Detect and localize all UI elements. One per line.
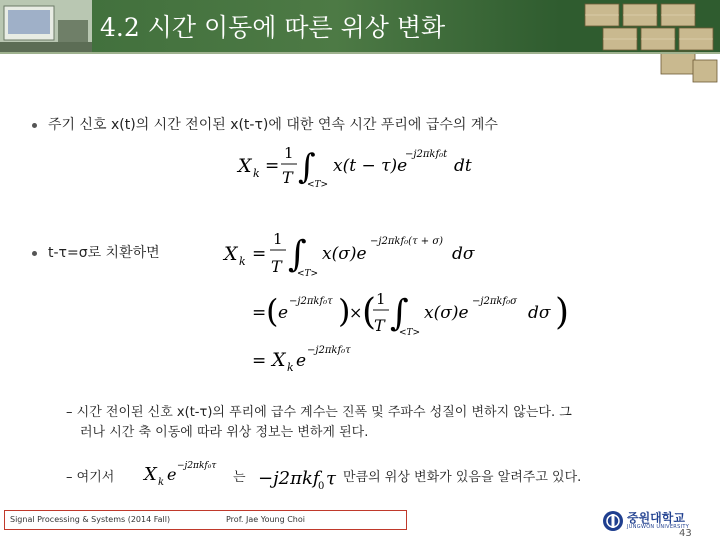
footer-course: Signal Processing & Systems (2014 Fall) [10, 515, 171, 524]
equation-1 [232, 140, 492, 190]
note-1-line-1: – 시간 전이된 신호 x(t-τ)의 푸리에 급수 계수는 진폭 및 주파수 성질이 변하지 않는다. 그 [66, 405, 572, 420]
svg-text:=: = [252, 351, 267, 371]
svg-text:−j2πkf₀(τ + σ): −j2πkf₀(τ + σ) [370, 236, 444, 247]
bullet-text-2: t-τ=σ로 치환하면 [48, 245, 160, 261]
svg-text:e: e [167, 465, 177, 484]
svg-text:1: 1 [273, 230, 283, 248]
svg-text:X: X [144, 464, 157, 485]
equation-2 [218, 222, 518, 282]
svg-text:T: T [271, 257, 282, 276]
svg-text:X: X [224, 243, 238, 265]
note-2-math-a [140, 455, 230, 491]
svg-text:−j2πkf₀σ: −j2πkf₀σ [472, 296, 518, 307]
svg-text:(: ( [266, 292, 279, 330]
svg-text:∫: ∫ [288, 234, 307, 275]
equation-3 [248, 280, 568, 340]
svg-text:dσ: dσ [452, 244, 475, 264]
title-divider [0, 52, 720, 54]
svg-text:e: e [278, 303, 289, 323]
svg-text:−j2πkf₀t: −j2πkf₀t [405, 149, 448, 160]
svg-text:<T>: <T> [297, 269, 319, 279]
svg-text:k: k [158, 477, 165, 488]
svg-text:k: k [239, 255, 246, 268]
university-name-ko: 중원대학교 [627, 511, 685, 525]
header-photo [0, 0, 92, 52]
svg-text:k: k [253, 167, 260, 180]
svg-text:): ) [555, 292, 568, 333]
svg-text:X: X [272, 349, 286, 371]
svg-text:τ: τ [326, 468, 336, 489]
svg-text:0: 0 [318, 481, 325, 492]
svg-text:×: × [349, 303, 363, 322]
svg-text:=: = [265, 156, 280, 176]
svg-text:(: ( [362, 292, 377, 333]
svg-text:x(t − τ)e: x(t − τ)e [333, 156, 408, 176]
svg-text:): ) [338, 292, 351, 330]
svg-text:=: = [252, 303, 267, 323]
page-title: 4.2 시간 이동에 따른 위상 변화 [100, 13, 446, 42]
bullet-text-1: 주기 신호 x(t)의 시간 전이된 x(t-τ)에 대한 연속 시간 푸리에 급수의 계수 [48, 117, 498, 133]
note-2-mid: 는 [233, 470, 246, 485]
svg-text:T: T [282, 168, 293, 187]
svg-text:−j2πkf₀τ: −j2πkf₀τ [177, 461, 217, 471]
page-number: 43 [679, 528, 692, 539]
svg-text:−j2πkf₀τ: −j2πkf₀τ [289, 296, 333, 307]
note-2-math-b [256, 460, 338, 494]
svg-text:−j2πkf₀τ: −j2πkf₀τ [307, 345, 351, 356]
svg-text:<T>: <T> [399, 328, 421, 338]
university-name-en: JUNGWON UNIVERSITY [627, 524, 690, 530]
svg-text:=: = [252, 244, 267, 264]
svg-text:X: X [238, 155, 252, 177]
svg-text:e: e [296, 351, 307, 371]
bullet-dot [32, 123, 37, 128]
note-2-prefix: – 여기서 [66, 470, 115, 485]
note-1-line-2: 러나 시간 축 이동에 따라 위상 정보는 변하게 된다. [80, 425, 369, 440]
bullet-dot [32, 251, 37, 256]
university-emblem-icon [602, 510, 624, 532]
svg-text:1: 1 [284, 144, 294, 162]
svg-text:∫: ∫ [390, 293, 409, 334]
equation-4 [248, 340, 448, 380]
header-decoration [565, 0, 720, 88]
svg-text:dσ: dσ [528, 303, 551, 323]
svg-text:x(σ)e: x(σ)e [322, 244, 367, 264]
svg-text:1: 1 [376, 290, 386, 308]
svg-text:<T>: <T> [307, 180, 329, 190]
svg-text:−j2πkf: −j2πkf [258, 468, 320, 489]
footer-professor: Prof. Jae Young Choi [226, 515, 305, 524]
note-2-suffix: 만큼의 위상 변화가 있음을 알려주고 있다. [343, 470, 582, 485]
svg-text:x(σ)e: x(σ)e [424, 303, 469, 323]
svg-text:T: T [374, 316, 385, 335]
svg-text:k: k [287, 361, 294, 374]
svg-text:∫: ∫ [298, 147, 316, 187]
svg-text:dt: dt [454, 156, 472, 176]
